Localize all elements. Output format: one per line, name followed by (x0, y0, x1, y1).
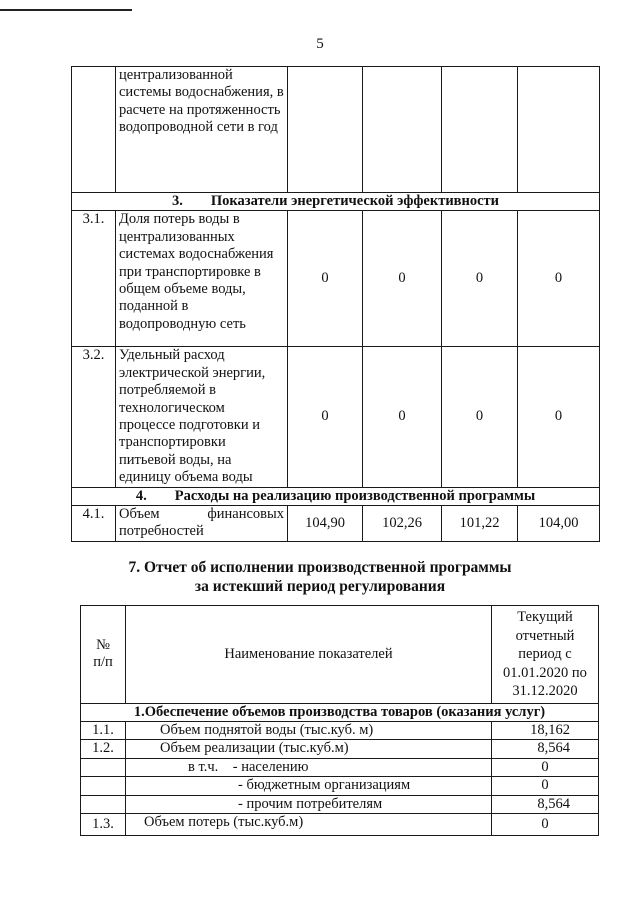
section-heading (72, 193, 600, 211)
section-row (81, 703, 599, 721)
section-row (72, 487, 600, 505)
value-cell: 0 (442, 211, 518, 347)
row-number: 1.1. (81, 721, 126, 739)
table-cell (72, 67, 116, 193)
row-number: 3.2. (72, 347, 116, 487)
row-number: 1.3. (81, 813, 126, 835)
top-rule (0, 9, 132, 11)
table-row (81, 740, 599, 758)
row-number (81, 758, 126, 776)
value-cell: 18,162 (492, 721, 599, 739)
value-cell: 0 (288, 347, 363, 487)
header-number: № п/п (81, 606, 126, 704)
value-cell: 0 (518, 211, 600, 347)
indicator-name: Доля потерь воды в централизованных системах водоснабжения при транспортировке в общем объеме воды, поданной в водопроводную сеть (116, 211, 288, 347)
table-row (81, 721, 599, 739)
table-cell (288, 67, 363, 193)
value-cell: 0 (492, 813, 599, 835)
header-row (81, 606, 599, 704)
value-cell: 0 (492, 758, 599, 776)
section-number: 4. (135, 487, 147, 504)
value-cell: 102,26 (363, 506, 442, 542)
table-row (81, 813, 599, 835)
section-heading (72, 487, 600, 505)
table-row (81, 777, 599, 795)
value-cell: 8,564 (492, 795, 599, 813)
indicator-name (116, 506, 288, 542)
table-row (72, 67, 600, 193)
value-cell: 101,22 (442, 506, 518, 542)
row-number: 3.1. (72, 211, 116, 347)
indicator-name: - бюджетным организациям (126, 777, 492, 795)
section-number: 3. (171, 193, 183, 209)
table-cell (442, 67, 518, 193)
section-title: Показатели энергетической эффективности (210, 193, 500, 209)
value-cell: 0 (363, 347, 442, 487)
indicator-name: Удельный расход электрической энергии, потребляемой в технологическом процессе подготовки и транспортировки питьевой воды, на единицу объема воды (116, 347, 288, 487)
section-row (72, 193, 600, 211)
indicator-name: в т.ч. - населению (126, 758, 492, 776)
row-number (81, 795, 126, 813)
row-number: 1.2. (81, 740, 126, 758)
indicator-name: Объем реализации (тыс.куб.м) (126, 740, 492, 758)
indicator-name: Объем поднятой воды (тыс.куб. м) (126, 721, 492, 739)
indicator-name-line: потребностей (119, 523, 204, 540)
indicator-name-line: Объем финансовых (119, 506, 284, 523)
indicator-name: централизованной системы водоснабжения, в расчете на протяженность водопроводной сети в год (116, 67, 288, 193)
row-number: 4.1. (72, 506, 116, 542)
header-period: Текущий отчетный период с 01.01.2020 по 31.12.2020 (492, 606, 599, 704)
header-name: Наименование показателей (126, 606, 492, 704)
section-title: Расходы на реализацию производственной программы (174, 487, 536, 504)
value-cell: 104,90 (288, 506, 363, 542)
page-number: 5 (316, 36, 324, 52)
section-7-title (0, 558, 640, 596)
value-cell: 0 (363, 211, 442, 347)
row-number (81, 777, 126, 795)
report-table (80, 605, 599, 836)
value-cell: 0 (518, 347, 600, 487)
value-cell: 8,564 (492, 740, 599, 758)
table-cell (363, 67, 442, 193)
indicator-name: - прочим потребителям (126, 795, 492, 813)
value-cell: 0 (492, 777, 599, 795)
indicators-table (71, 66, 600, 542)
table-row (81, 758, 599, 776)
value-cell: 0 (442, 347, 518, 487)
value-cell: 0 (288, 211, 363, 347)
value-cell: 104,00 (518, 506, 600, 542)
table-row (72, 347, 600, 487)
table-row (72, 211, 600, 347)
table-row (72, 506, 600, 542)
section-7-title-line: за истекший период регулирования (194, 578, 446, 595)
section-heading: 1.Обеспечение объемов производства товаров (оказания услуг) (81, 703, 599, 721)
indicator-name: Объем потерь (тыс.куб.м) (126, 813, 492, 835)
section-7-title-line: 7. Отчет об исполнении производственной программы (128, 559, 512, 576)
table-row (81, 795, 599, 813)
table-cell (518, 67, 600, 193)
